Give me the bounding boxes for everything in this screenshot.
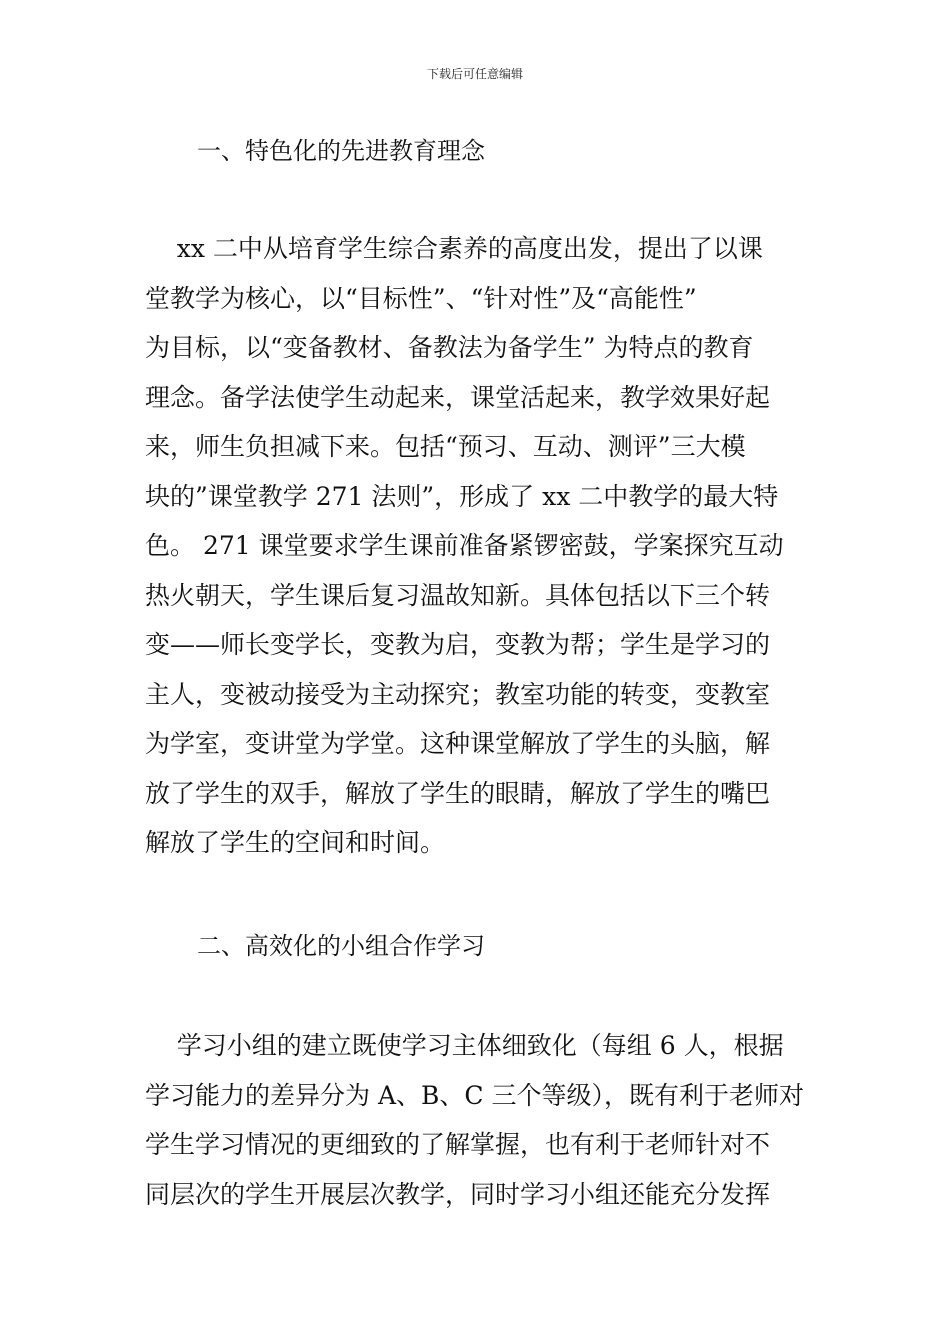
paragraph-line: 同层次的学生开展层次教学，同时学习小组还能充分发挥 bbox=[145, 1179, 771, 1209]
paragraph-line: 块的”课堂教学 271 法则”，形成了 xx 二中教学的最大特 bbox=[145, 481, 779, 511]
paragraph-line: 为学室，变讲堂为学堂。这种课堂解放了学生的头脑，解 bbox=[145, 729, 771, 758]
paragraph-line: 主人，变被动接受为主动探究；教室功能的转变，变教室 bbox=[145, 679, 771, 709]
paragraph-line: 堂教学为核心，以“目标性”、“针对性”及“高能性” bbox=[145, 283, 697, 313]
section-2-paragraph bbox=[145, 1021, 805, 1219]
paragraph-line: 变——师长变学长，变教为启，变教为帮；学生是学习的 bbox=[145, 630, 771, 659]
paragraph-line: 色。 271 课堂要求学生课前准备紧锣密鼓，学案探究互动 bbox=[145, 531, 784, 560]
page-header: 下载后可任意编辑 bbox=[426, 67, 523, 81]
paragraph-line: xx 二中从培育学生综合素养的高度出发，提出了以课 bbox=[145, 234, 763, 263]
section-heading-1: 一、特色化的先进教育理念 bbox=[197, 137, 485, 165]
paragraph-line: 学生学习情况的更细致的了解掌握，也有利于老师针对不 bbox=[145, 1130, 771, 1159]
paragraph-line: 来，师生负担减下来。包括“预习、互动、测评”三大模 bbox=[145, 432, 746, 461]
paragraph-line: 学习能力的差异分为 A、B、C 三个等级），既有利于老师对 bbox=[145, 1080, 804, 1110]
paragraph-line: 为目标，以“变备教材、备教法为备学生” 为特点的教育 bbox=[145, 333, 754, 362]
section-1-paragraph bbox=[145, 224, 805, 868]
paragraph-line: 学习小组的建立既使学习主体细致化（每组 6 人，根据 bbox=[145, 1031, 784, 1060]
paragraph-line: 放了学生的双手，解放了学生的眼睛，解放了学生的嘴巴 bbox=[145, 778, 771, 808]
paragraph-line: 理念。备学法使学生动起来，课堂活起来，教学效果好起 bbox=[145, 382, 771, 412]
paragraph-line: 解放了学生的空间和时间。 bbox=[145, 828, 446, 857]
section-heading-2: 二、高效化的小组合作学习 bbox=[197, 932, 485, 960]
paragraph-line: 热火朝天，学生课后复习温故知新。具体包括以下三个转 bbox=[145, 580, 771, 610]
